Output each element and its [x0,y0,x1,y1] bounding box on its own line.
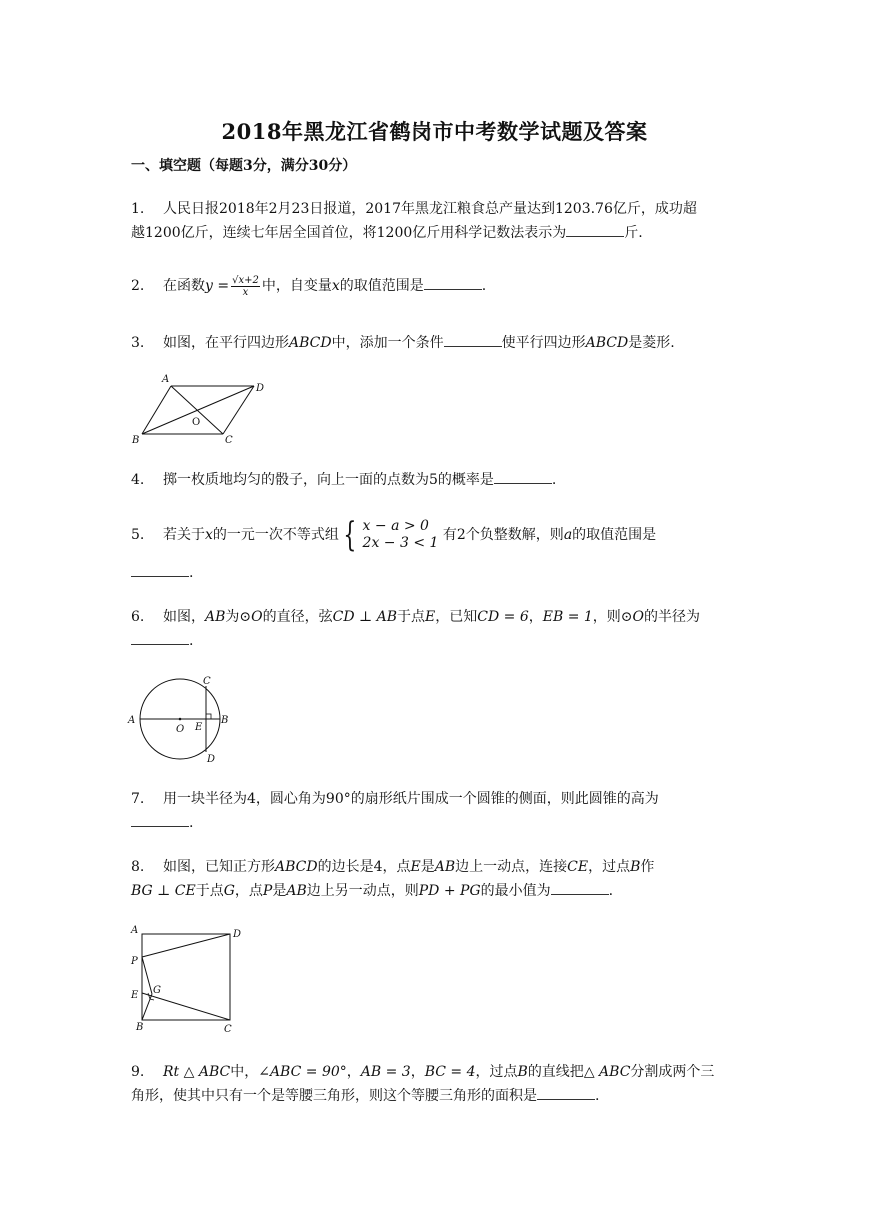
answer-blank[interactable] [566,224,624,237]
question-text: 是菱形. [628,335,675,351]
question-text: 的取值范围是 [572,527,657,543]
segment-bg [142,994,152,1020]
answer-blank[interactable] [537,1087,595,1100]
question-number: 9. [131,1064,145,1080]
question-text: 中，自变量 [261,278,332,294]
inequality-2: 2x − 3 < 1 [362,535,439,551]
question-7-continued [131,811,743,835]
point-label-b: B [132,435,140,446]
point-label-g: G [153,985,161,996]
question-4 [131,468,743,492]
answer-blank[interactable] [494,471,552,484]
inequality-1: x − a > 0 [362,518,429,534]
math-expr: ∠ABC = 90° [258,1064,347,1080]
question-text: 是 [272,883,287,899]
question-text: 使平行四边形 [501,335,586,351]
question-text: ，过点 [475,1064,518,1080]
question-5 [131,515,743,555]
math-number: 2 [456,527,466,543]
question-text: 角形，使其中只有一个是等腰三角形，则这个等腰三角形的面积是 [131,1088,537,1104]
parallelogram-figure [126,372,276,448]
question-6 [131,605,743,629]
question-text: ，已知 [435,609,478,625]
question-text: 如图， [163,609,205,625]
point-label-d: D [233,929,242,940]
question-9 [131,1060,743,1108]
side-ba [142,386,171,434]
brace: { [343,515,357,555]
question-text: 中，添加一个条件 [331,335,444,351]
point-label-b: B [136,1022,144,1033]
question-text: . [608,883,614,899]
math-expr: BC = 4 [424,1064,476,1080]
math-expr: CE [567,859,589,875]
question-text: 斤. [624,225,643,241]
page-title: 2018年黑龙江省鹤岗市中考数学试题及答案 [221,119,648,144]
question-text: 掷一枚质地均匀的骰子，向上一面的点数为 [163,472,429,488]
question-text: . [189,633,194,649]
answer-blank[interactable] [131,632,189,645]
math-expr: ABCD [275,859,318,875]
question-number: 4. [131,472,145,488]
question-text: 的边长是 [317,859,374,875]
math-expr: AB = 3 [360,1064,411,1080]
question-number: 5. [131,527,145,543]
question-text: ，过点 [588,859,631,875]
question-text: . [481,278,487,294]
point-label-a: A [162,374,170,385]
point-label-p: P [131,956,138,967]
question-text: ，圆心角为 [255,791,326,807]
question-number: 7. [131,791,145,807]
answer-blank[interactable] [131,564,189,577]
math-expr: AB [434,859,456,875]
question-text: . [595,1088,600,1104]
answer-blank[interactable] [131,814,189,827]
math-expr: Rt △ ABC [163,1064,231,1080]
question-text: 越1200亿斤，连续七年居全国首位，将1200亿斤用科学记数法表示为 [131,225,567,241]
math-expr: CD = 6 [477,609,529,625]
math-expr: △ ABC [583,1064,631,1080]
question-text: 人民日报2018年2月23日报道，2017年黑龙江粮食总产量达到1203.76亿斤，成功超 [163,201,697,217]
math-var: x [331,278,340,294]
question-text: 的直线把 [527,1064,584,1080]
question-text: . [551,472,557,488]
section-heading: 一、填空题（每题3分，满分30分） [131,158,357,174]
question-text: 如图，在平行四边形 [163,335,289,351]
math-expr: ABCD [585,335,629,351]
point-label-d: D [256,383,265,394]
math-var: P [262,883,273,899]
question-text: 个负整数解，则 [465,527,564,543]
square-figure [126,922,252,1038]
math-expr: PD + PG [418,883,481,899]
question-text: 边上另一动点，则 [306,883,419,899]
answer-blank[interactable] [424,277,482,290]
segment-pg [142,957,152,994]
question-2 [131,274,743,298]
question-text: 的直径，弦 [262,609,333,625]
inequality-system [357,518,439,552]
question-text: 作 [640,859,655,875]
math-number: 90° [325,791,351,807]
question-number: 6. [131,609,145,625]
fraction [231,275,260,298]
answer-blank[interactable] [551,882,609,895]
point-label-c: C [224,1024,232,1035]
question-1 [131,197,743,245]
question-text: . [189,815,194,831]
point-label-d: D [207,754,216,764]
question-text: 是 [420,859,435,875]
question-text: 中， [230,1064,259,1080]
question-text: 若关于 [163,527,205,543]
math-var: E [425,609,436,625]
circle-figure [126,672,236,764]
question-6-continued [131,629,743,653]
math-expr: BG ⊥ CE [131,883,196,899]
point-label-o: O [176,724,185,735]
math-expr: y = [205,278,230,294]
answer-blank[interactable] [444,334,502,347]
question-text: 的取值范围是 [339,278,424,294]
question-number: 3. [131,335,145,351]
math-var: O [632,609,645,625]
question-8 [131,855,743,903]
question-text: ，点 [234,883,263,899]
fraction-denominator: x [242,286,249,298]
point-label-c: C [203,676,211,687]
question-text: ，则⊙ [592,609,633,625]
question-3 [131,331,743,355]
question-text: ， [528,609,543,625]
segment-pd [142,934,230,957]
math-var: O [251,609,263,625]
question-number: 2. [131,278,145,294]
question-text: 于点 [397,609,426,625]
point-label-a: A [131,925,139,936]
question-text: . [189,565,194,581]
math-expr: EB = 1 [542,609,593,625]
question-text: 的概率是 [437,472,494,488]
question-text: ， [346,1064,361,1080]
math-number: 4 [373,859,383,875]
question-number: 8. [131,859,145,875]
math-var: B [517,1064,528,1080]
question-text: 有 [442,527,457,543]
point-label-b: B [221,715,229,726]
question-text: 用一块半径为 [163,791,247,807]
question-5-continued [131,561,743,585]
math-expr: AB [286,883,307,899]
math-var: B [630,859,641,875]
question-text: 的扇形纸片围成一个圆锥的侧面，则此圆锥的高为 [350,791,659,807]
math-number: 4 [247,791,256,807]
point-label-c: C [225,435,233,446]
question-text: 边上一动点，连接 [455,859,568,875]
math-expr: CD ⊥ AB [332,609,398,625]
math-var: a [563,527,573,543]
question-text: ， [410,1064,425,1080]
point-label-e: E [131,990,139,1001]
math-expr: AB [205,609,226,625]
question-7 [131,787,743,811]
side-dc [223,386,254,434]
point-label-e: E [195,722,203,733]
question-text: 分割成两个三 [630,1064,715,1080]
question-number: 1. [131,201,145,217]
math-var: G [223,883,235,899]
center-point [179,718,182,721]
question-text: 的一元一次不等式组 [212,527,339,543]
right-angle-mark [206,714,211,719]
math-var: x [205,527,213,543]
fraction-numerator: √x+2 [232,274,259,286]
question-text: 于点 [195,883,224,899]
question-text: 如图，已知正方形 [163,859,275,875]
segment-ec [142,993,230,1020]
question-text: ，点 [382,859,411,875]
square-abcd [142,934,230,1020]
question-text: 的半径为 [644,609,701,625]
math-number: 5 [429,472,438,488]
question-text: 在函数 [163,278,205,294]
math-expr: ABCD [289,335,332,351]
point-label-a: A [128,715,136,726]
question-text: 的最小值为 [480,883,551,899]
point-label-o: O [192,417,201,428]
question-text: 为⊙ [225,609,252,625]
math-var: E [410,859,421,875]
